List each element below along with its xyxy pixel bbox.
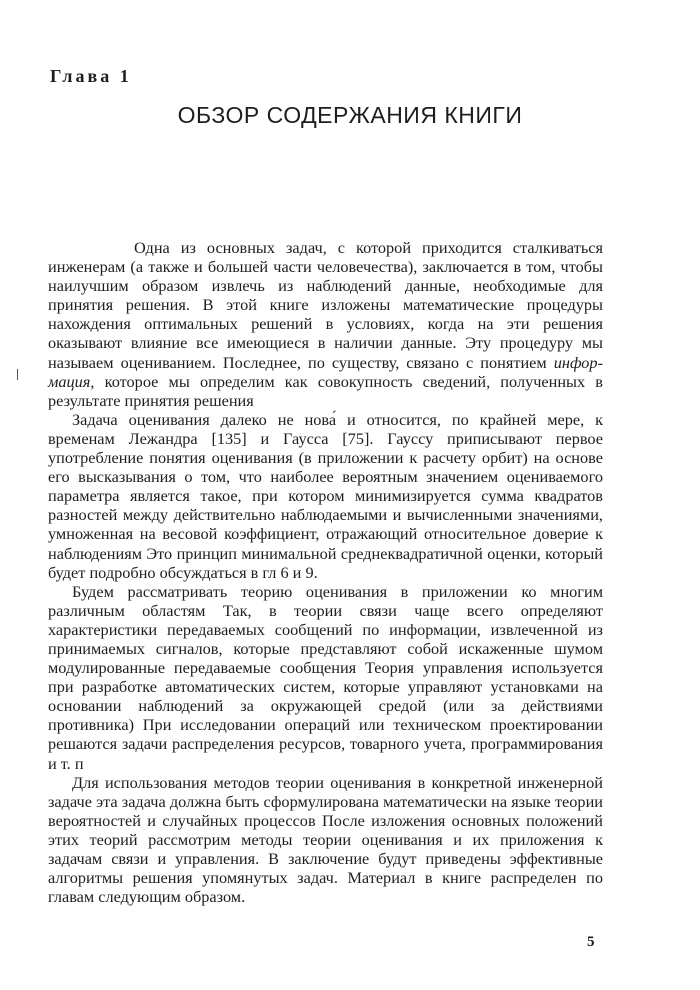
page-number: 5 (587, 934, 595, 950)
chapter-label: Глава 1 (50, 66, 132, 86)
paragraph-2: Задача оценивания далеко не нова́ и относится, по крайней мере, к временам Лежандра [135] и Гаусса [75]. Гауссу приписывают первое употребление понятия оценивания (в приложении к расчету орбит) на основе его высказывания о том, что наиболее вероятным значением оцениваемого параметра является такое, при котором минимизируется сумма квадратов разностей между действительно наблюдаемыми и вычисленными значениями, умноженная на весовой коэффициент, отражающий относительное доверие к наблюдениям Это принцип минимальной среднеквадратичной оценки, который будет подробно обсуждаться в гл 6 и 9. (48, 409, 603, 582)
paragraph-3: Будем рассматривать теорию оценивания в приложении ко многим различным областям Так, в теории связи чаще всего определяют характеристики передаваемых сообщений по информации, извлеченной из принимаемых сигналов, которые представляют собой искаженные шумом модулированные передаваемые сообщения Теория управления используется при разработке автоматических систем, которые управляют установками на основании наблюдений за окружающей средой (или за действиями противника) При исследовании операций или техническом проектировании решаются задачи распределения ресурсов, товарного учета, программирования и т. п (48, 581, 603, 773)
chapter-title: ОБЗОР СОДЕРЖАНИЯ КНИГИ (177, 102, 523, 128)
term-information: информация (48, 352, 603, 391)
paragraph-4: Для использования методов теории оценивания в конкретной инженерной задаче эта задача должна быть сформулирована математически на языке теории вероятностей и случайных процессов После изложения основных положений этих теорий рассмотрим методы теории оценивания и их приложения к задачам связи и управления. В заключение будут приведены эффективные алгоритмы решения упомянутых задач. Материал в книге распределен по главам следующим образом. (48, 772, 603, 907)
chapter-body (48, 238, 603, 906)
paragraph-1-text-start: Одна из основных задач, с которой приходится сталкиваться инженерам (а также и большей части человечества), заключается в том, чтобы наилучшим образом извлечь из наблюдений данные, необходимые для принятия решения. В этой книге изложены математические процедуры нахождения оптимальных решений в условиях, когда на эти решения оказывают влияние все имеющиеся в наличии данные. Эту процедуру мы называем оцениванием. Последнее, по существу, связано с понятием (48, 238, 603, 372)
paragraph-1-text-end: , которое мы определим как совокупность сведений, полученных в результате принятия решения (48, 371, 603, 410)
margin-mark (17, 369, 18, 380)
paragraph-1 (48, 238, 603, 410)
